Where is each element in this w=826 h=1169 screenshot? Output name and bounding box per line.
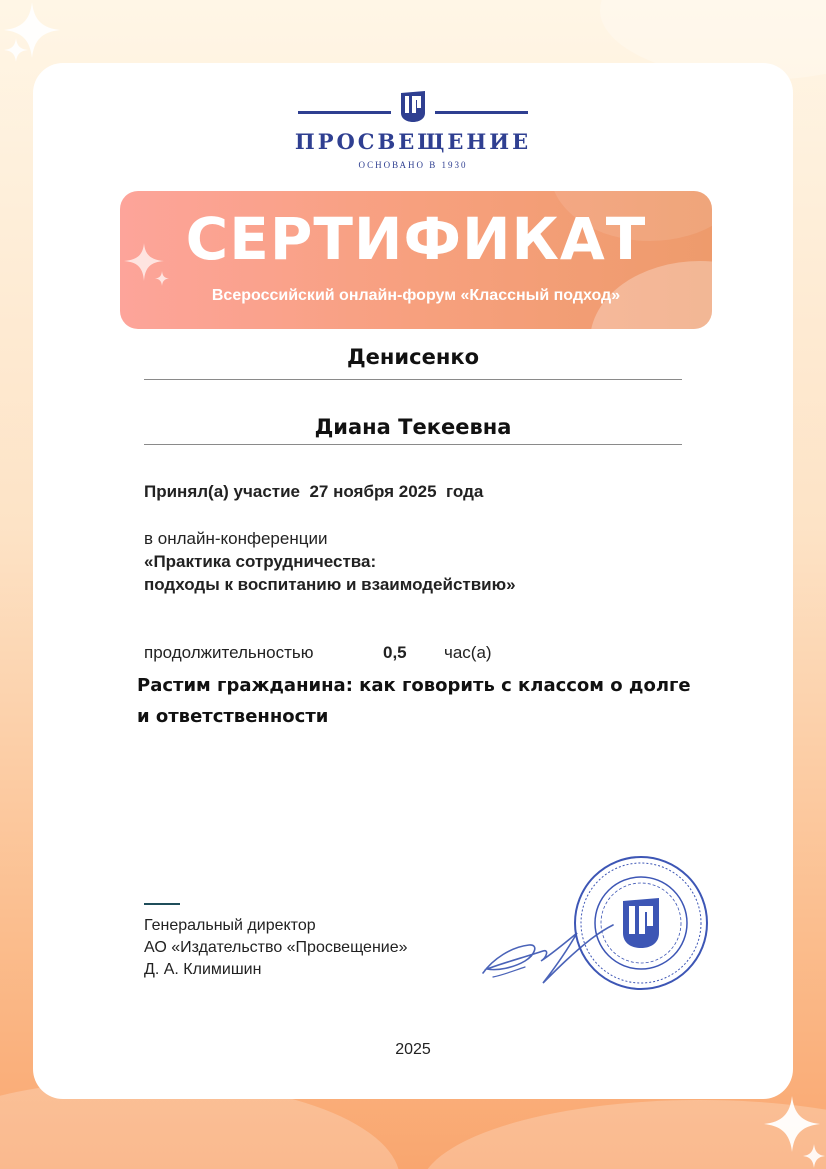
surname-underline <box>144 379 682 380</box>
participation-year: 2025 <box>398 482 437 501</box>
conference-intro: в онлайн-конференции <box>144 529 328 548</box>
duration-value: 0,5 <box>383 643 407 662</box>
duration-label: продолжительностью <box>144 643 314 662</box>
conference-title-line2: подходы к воспитанию и взаимодействию» <box>144 575 516 594</box>
recipient-surname: Денисенко <box>346 345 480 369</box>
signatory-organization: АО «Издательство «Просвещение» <box>144 939 408 956</box>
given-names-underline <box>144 444 682 445</box>
logo-name: ПРОСВЕЩЕНИЕ <box>294 129 532 154</box>
logo-mark-icon <box>399 89 427 123</box>
duration-unit: час(а) <box>444 643 492 662</box>
signatory-divider <box>144 903 180 905</box>
recipient-given-names: Диана Текеевна <box>314 415 512 439</box>
signatory-name: Д. А. Климишин <box>144 961 262 978</box>
logo-founded: ОСНОВАНО В 1930 <box>358 160 468 170</box>
sparkle-icon <box>762 1092 826 1169</box>
sparkle-icon <box>2 0 66 64</box>
logo-line-left <box>298 111 391 114</box>
publisher-logo <box>33 85 793 170</box>
session-topic: Растим гражданина: как говорить с классом о долге и ответственности <box>137 675 691 727</box>
logo-line-right <box>435 111 528 114</box>
signatory-position: Генеральный директор <box>144 917 316 934</box>
participation-prefix: Принял(а) участие <box>144 482 301 501</box>
footer-year: 2025 <box>395 1041 431 1058</box>
certificate-banner <box>120 191 712 329</box>
certificate-title: СЕРТИФИКАТ <box>185 205 647 273</box>
certificate-card <box>33 63 793 1099</box>
forum-name: Всероссийский онлайн-форум «Классный подход» <box>211 287 621 304</box>
participation-suffix: года <box>446 482 484 501</box>
participation-date: 27 ноября <box>309 482 395 501</box>
stamp-seal <box>571 853 711 993</box>
conference-title-line1: «Практика сотрудничества: <box>144 552 377 571</box>
participation-line <box>144 482 483 502</box>
